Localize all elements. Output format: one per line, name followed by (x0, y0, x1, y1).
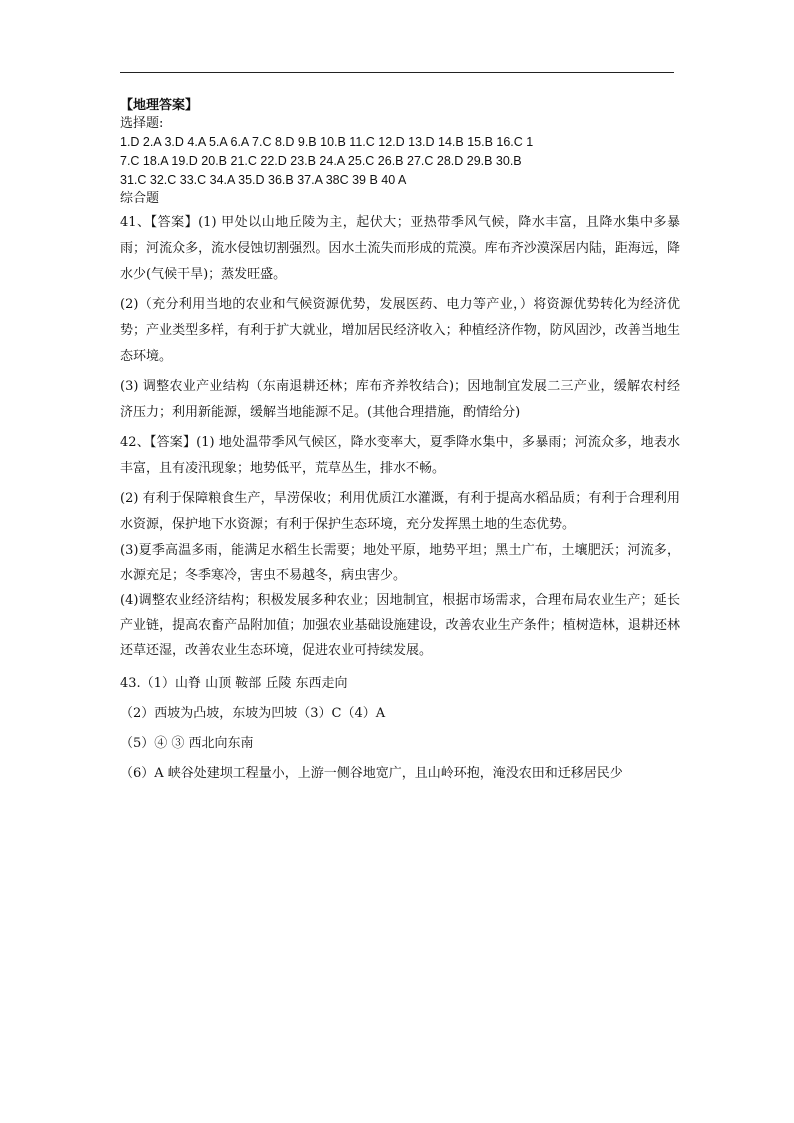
q41-part3: (3) 调整农业产业结构（东南退耕还林；库布齐养牧结合)；因地制宜发展二三产业，缓解农村经济压力；利用新能源，缓解当地能源不足。(其他合理措施，酌情给分) (120, 379, 680, 420)
answer-document (120, 97, 680, 789)
question-41 (120, 210, 680, 426)
choice-section-label: 选择题: (120, 116, 164, 131)
header-rule (120, 72, 674, 73)
q42-part2: (2) 有利于保障粮食生产，旱涝保收；利用优质江水灌溉，有利于提高水稻品质；有利于合理利用水资源，保护地下水资源；有利于保护生态环境，充分发挥黑土地的生态优势。 (120, 491, 680, 532)
question-42 (120, 430, 680, 663)
mcq-line: 7.C 18.A 19.D 20.B 21.C 22.D 23.B 24.A 25.C 26.B 27.C 28.D 29.B 30.B (120, 154, 522, 168)
q43-part1: 43.（1）山脊 山顶 鞍部 丘陵 东西走向 (120, 676, 348, 691)
mcq-answers (120, 133, 680, 190)
mcq-line: 31.C 32.C 33.C 34.A 35.D 36.B 37.A 38C 39 B 40 A (120, 173, 407, 187)
q42-part1: 42、【答案】(1) 地处温带季风气候区，降水变率大，夏季降水集中，多暴雨；河流众多，地表水丰富，且有凌汛现象；地势低平，荒草丛生，排水不畅。 (120, 435, 680, 476)
q41-part1: 41、【答案】(1) 甲处以山地丘陵为主，起伏大；亚热带季风气候，降水丰富，且降水集中多暴雨；河流众多，流水侵蚀切割强烈。因水土流失而形成的荒漠。库布齐沙漠深居内陆，距海远，降水少(气候干旱)；蒸发旺盛。 (120, 215, 680, 282)
question-43 (120, 669, 680, 789)
q41-part2: (2)（充分利用当地的农业和气候资源优势，发展医药、电力等产业，）将资源优势转化为经济优势；产业类型多样，有利于扩大就业，增加居民经济收入；种植经济作物，防风固沙，改善当地生态环境。 (120, 297, 680, 364)
mcq-line: 1.D 2.A 3.D 4.A 5.A 6.A 7.C 8.D 9.B 10.B 11.C 12.D 13.D 14.B 15.B 16.C 1 (120, 135, 534, 149)
q43-part3: （5）④ ③ 西北向东南 (120, 736, 254, 751)
page-title: 【地理答案】 (120, 98, 199, 113)
q42-part4: (4)调整农业经济结构；积极发展多种农业；因地制宜，根据市场需求，合理布局农业生产；延长产业链，提高农畜产品附加值；加强农业基础设施建设，改善农业生产条件；植树造林，退耕还林还草还湿，改善农业生态环境，促进农业可持续发展。 (120, 593, 680, 658)
q43-part4: （6）A 峡谷处建坝工程量小，上游一侧谷地宽广，且山岭环抱，淹没农田和迁移居民少 (120, 766, 623, 781)
q42-part3: (3)夏季高温多雨，能满足水稻生长需要；地处平原，地势平坦；黑土广布，土壤肥沃；河流多，水源充足；冬季寒冷，害虫不易越冬，病虫害少。 (120, 543, 680, 583)
comprehensive-section-label: 综合题 (120, 191, 160, 206)
q43-part2: （2）西坡为凸坡，东坡为凹坡（3）C（4）A (120, 706, 386, 721)
